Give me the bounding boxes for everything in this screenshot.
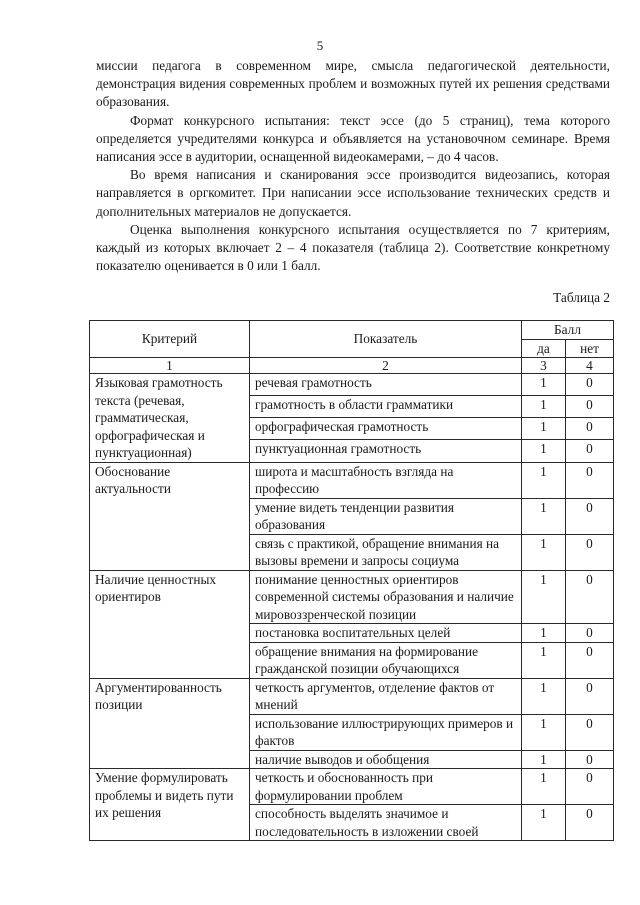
- score-no-cell: 0: [566, 418, 614, 440]
- indicator-cell: орфографическая грамотность: [250, 418, 522, 440]
- indicator-cell: постановка воспитательных целей: [250, 624, 522, 643]
- score-no-cell: 0: [566, 769, 614, 805]
- score-no-cell: 0: [566, 440, 614, 462]
- body-text: [96, 57, 610, 275]
- criterion-cell: Аргументированность позиции: [90, 678, 250, 769]
- score-yes-cell: 1: [522, 498, 566, 534]
- score-no-cell: 0: [566, 714, 614, 750]
- column-number: 4: [566, 358, 614, 374]
- table-row: [90, 374, 614, 396]
- score-yes-cell: 1: [522, 642, 566, 678]
- indicator-cell: широта и масштабность взгляда на профессию: [250, 462, 522, 498]
- indicator-cell: связь с практикой, обращение внимания на вызовы времени и запросы социума: [250, 534, 522, 570]
- table-label: Таблица 2: [553, 290, 610, 305]
- score-yes-cell: 1: [522, 678, 566, 714]
- score-yes-cell: 1: [522, 418, 566, 440]
- column-numbers-row: [90, 358, 614, 374]
- column-number: 2: [250, 358, 522, 374]
- indicator-cell: умение видеть тенденции развития образования: [250, 498, 522, 534]
- column-number: 1: [90, 358, 250, 374]
- header-score: Балл: [522, 321, 614, 340]
- criterion-cell: Обоснование актуальности: [90, 462, 250, 570]
- score-yes-cell: 1: [522, 534, 566, 570]
- score-no-cell: 0: [566, 750, 614, 769]
- score-no-cell: 0: [566, 624, 614, 643]
- score-yes-cell: 1: [522, 462, 566, 498]
- score-yes-cell: 1: [522, 396, 566, 418]
- score-no-cell: 0: [566, 498, 614, 534]
- page-number: 5: [316, 38, 324, 53]
- table-row: [90, 769, 614, 805]
- indicator-cell: использование иллюстрирующих примеров и фактов: [250, 714, 522, 750]
- score-yes-cell: 1: [522, 440, 566, 462]
- criterion-cell: Языковая грамотность текста (речевая, грамматическая, орфографическая и пунктуационная): [90, 374, 250, 463]
- score-no-cell: 0: [566, 534, 614, 570]
- indicator-cell: пунктуационная грамотность: [250, 440, 522, 462]
- criterion-cell: Наличие ценностных ориентиров: [90, 570, 250, 678]
- indicator-cell: четкость аргументов, отделение фактов от мнений: [250, 678, 522, 714]
- score-yes-cell: 1: [522, 624, 566, 643]
- score-yes-cell: 1: [522, 750, 566, 769]
- indicator-cell: обращение внимания на формирование гражданской позиции обучающихся: [250, 642, 522, 678]
- score-yes-cell: 1: [522, 805, 566, 841]
- score-yes-cell: 1: [522, 714, 566, 750]
- score-no-cell: 0: [566, 374, 614, 396]
- indicator-cell: четкость и обоснованность при формулировании проблем: [250, 769, 522, 805]
- criteria-table: [89, 320, 614, 841]
- paragraph: Формат конкурсного испытания: текст эссе (до 5 страниц), тема которого определяется учредителями конкурса и объявляется на установочном семинаре. Время написания эссе в аудитории, оснащенной видеокамерами, – до 4 часов.: [96, 112, 610, 165]
- score-no-cell: 0: [566, 462, 614, 498]
- header-no: нет: [566, 339, 614, 358]
- header-criterion: Критерий: [90, 321, 250, 358]
- table-row: [90, 570, 614, 624]
- score-no-cell: 0: [566, 805, 614, 841]
- paragraph: Оценка выполнения конкурсного испытания осуществляется по 7 критериям, каждый из которых включает 2 – 4 показателя (таблица 2). Соответствие конкретному показателю оценивается в 0 или 1 балл.: [96, 221, 610, 274]
- score-no-cell: 0: [566, 396, 614, 418]
- score-yes-cell: 1: [522, 769, 566, 805]
- paragraph: миссии педагога в современном мире, смысла педагогической деятельности, демонстрация видения современных проблем и возможных путей их решения средствами образования.: [96, 58, 610, 110]
- indicator-cell: грамотность в области грамматики: [250, 396, 522, 418]
- score-yes-cell: 1: [522, 374, 566, 396]
- table-row: [90, 462, 614, 498]
- table-row: [90, 678, 614, 714]
- indicator-cell: понимание ценностных ориентиров современной системы образования и наличие мировоззренческой позиции: [250, 570, 522, 624]
- score-yes-cell: 1: [522, 570, 566, 624]
- column-number: 3: [522, 358, 566, 374]
- criterion-cell: Умение формулировать проблемы и видеть пути их решения: [90, 769, 250, 841]
- indicator-cell: способность выделять значимое и последовательность в изложении своей: [250, 805, 522, 841]
- indicator-cell: наличие выводов и обобщения: [250, 750, 522, 769]
- header-yes: да: [522, 339, 566, 358]
- score-no-cell: 0: [566, 642, 614, 678]
- score-no-cell: 0: [566, 678, 614, 714]
- header-indicator: Показатель: [250, 321, 522, 358]
- score-no-cell: 0: [566, 570, 614, 624]
- paragraph: Во время написания и сканирования эссе производится видеозапись, которая направляется в оргкомитет. При написании эссе использование технических средств и дополнительных материалов не допускается.: [96, 167, 610, 219]
- indicator-cell: речевая грамотность: [250, 374, 522, 396]
